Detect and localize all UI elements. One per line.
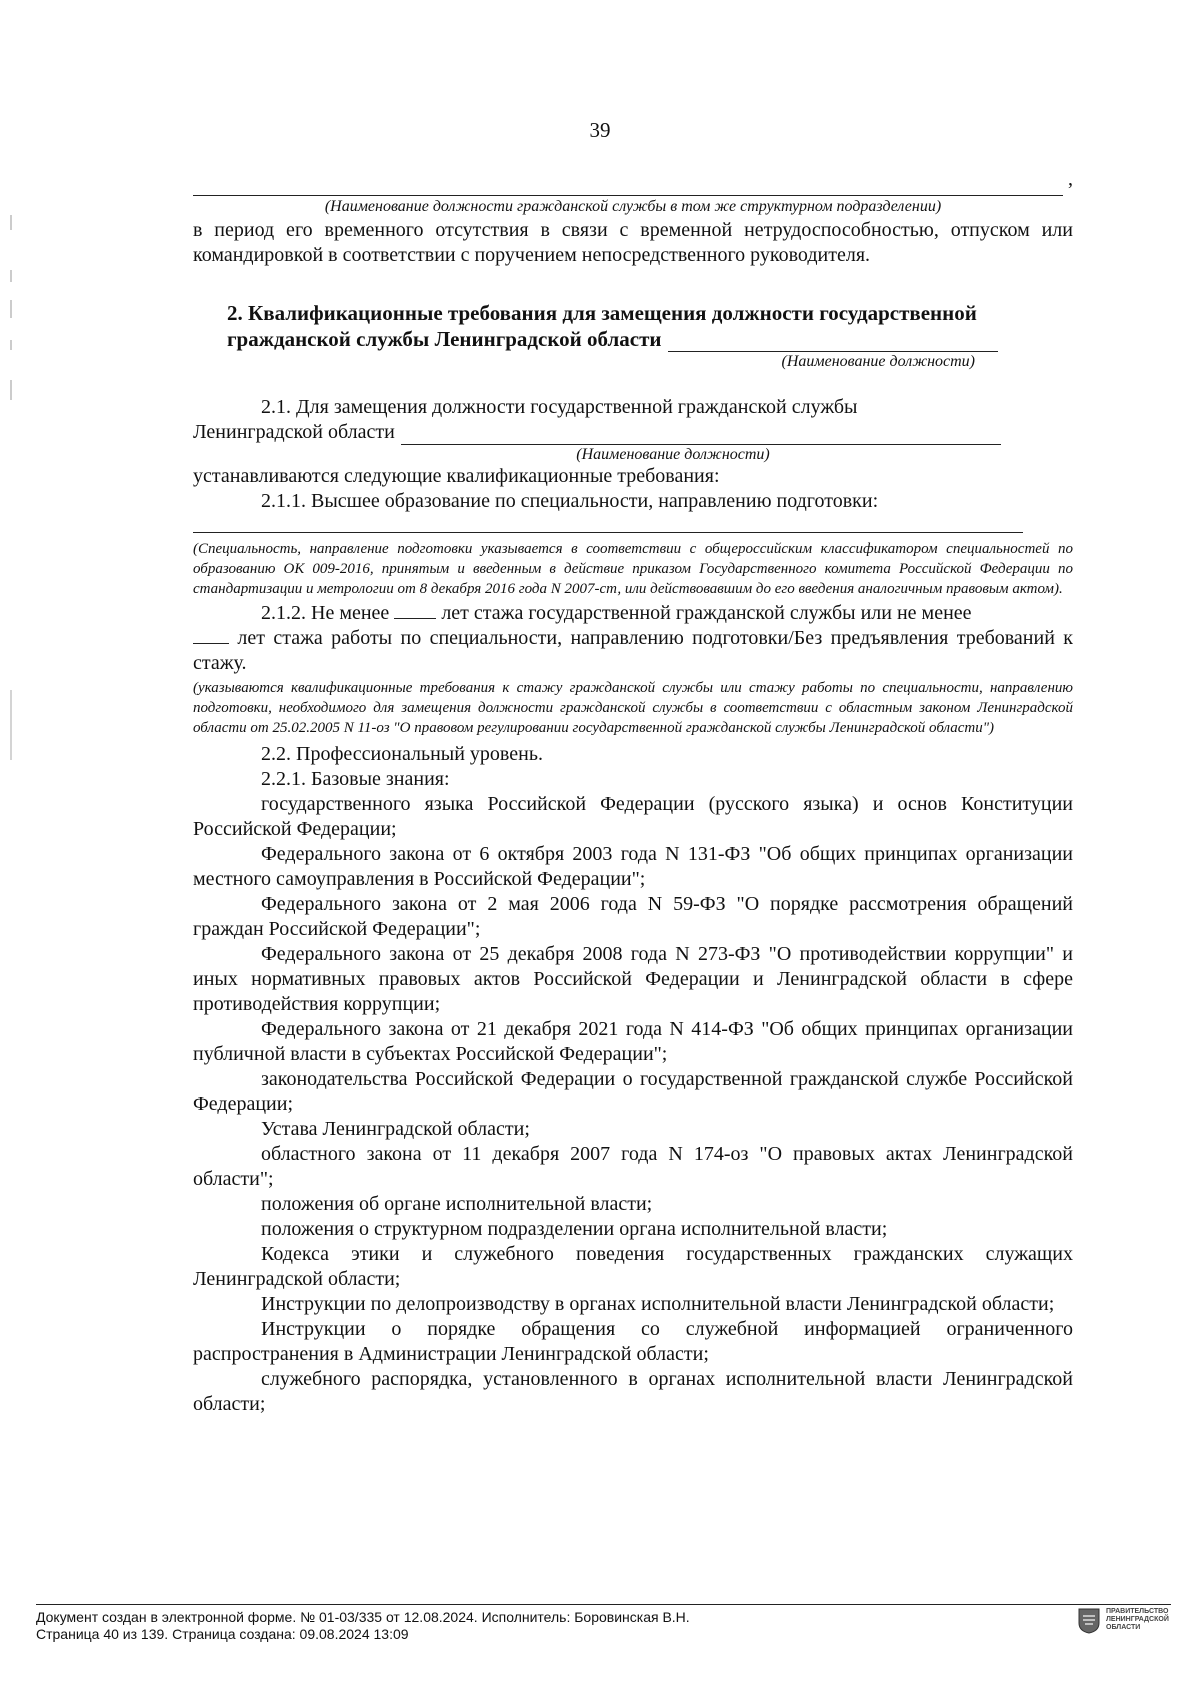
s2-1-line1: 2.1. Для замещения должности государственной гражданской службы: [261, 396, 858, 418]
s2-1-1-specialty-underline: [193, 514, 1023, 533]
list-item: Устава Ленинградской области;: [261, 1118, 530, 1140]
s2-1-2-part1: 2.1.2. Не менее: [261, 602, 390, 624]
s2-1-line3: устанавливаются следующие квалификационные требования:: [193, 465, 720, 487]
heading-position-underline: [668, 331, 998, 352]
s2-1-line2: Ленинградской области: [193, 421, 395, 443]
section-2-1-2: [193, 601, 1073, 738]
knowledge-list: [193, 792, 1073, 1417]
page-number: 39: [589, 118, 611, 142]
s2-2-heading: 2.2. Профессиональный уровень.: [261, 743, 543, 765]
position-name-caption: (Наименование должности гражданской службы в том же структурном подразделении): [324, 198, 942, 215]
document-body: [193, 168, 1073, 1417]
intro-paragraph: в период его временного отсутствия в связи с временной нетрудоспособностью, отпуском или командировкой в соответствии с поручением непосредственного руководителя.: [193, 219, 1073, 266]
list-item: Федерального закона от 6 октября 2003 года N 131-ФЗ "Об общих принципах организации местного самоуправления в Российской Федерации";: [193, 843, 1073, 890]
list-item: Инструкции по делопроизводству в органах исполнительной власти Ленинградской области;: [261, 1293, 1055, 1315]
list-item: положения о структурном подразделении органа исполнительной власти;: [261, 1218, 888, 1240]
s2-1-line2-row: [193, 420, 1073, 445]
position-name-underline: [193, 175, 1063, 196]
list-item: государственного языка Российской Федерации (русского языка) и основ Конституции Российской Федерации;: [193, 793, 1073, 840]
section-2-heading: [227, 300, 1073, 352]
list-item: служебного распорядка, установленного в органах исполнительной власти Ленинградской области;: [193, 1368, 1073, 1415]
s2-1-2-line2: [193, 626, 1073, 676]
s2-1-1-note: (Специальность, направление подготовки указывается в соответствии с общероссийским классификатором специальностей по образованию ОК 009-2016, принятым и введенным в действие приказом Государственного комитета Российской Федерации по стандартизации и метрологии от 8 декабря 2016 года N 2007-ст, или действовавшим до его введения аналогичным правовым актом).: [193, 541, 1073, 597]
list-item: Федерального закона от 2 мая 2006 года N 59-ФЗ "О порядке рассмотрения обращений граждан Российской Федерации";: [193, 893, 1073, 940]
s2-1-position-caption: (Наименование должности): [576, 446, 770, 463]
heading-position-caption: (Наименование должности): [781, 353, 975, 370]
list-item: Инструкции о порядке обращения со служебной информацией ограниченного распространения в Администрации Ленинградской области;: [193, 1318, 1073, 1365]
s2-1-2-part2: лет стажа государственной гражданской службы или не менее: [441, 602, 972, 624]
s2-1-2-part3: лет стажа работы по специальности, направлению подготовки/Без предъявления требований к стажу.: [193, 627, 1073, 674]
footer-rule: [36, 1604, 1171, 1605]
logo-text: ПРАВИТЕЛЬСТВО ЛЕНИНГРАДСКОЙ ОБЛАСТИ: [1106, 1608, 1169, 1631]
list-item: областного закона от 11 декабря 2007 года N 174-оз "О правовых актах Ленинградской области";: [193, 1143, 1073, 1190]
government-logo: [1078, 1608, 1176, 1634]
s2-1-2-years-blank-1: [394, 602, 436, 619]
coat-of-arms-icon: [1078, 1608, 1100, 1634]
footer-line2: Страница 40 из 139. Страница создана: 09.08.2024 13:09: [36, 1626, 409, 1642]
section-2-heading-line2: гражданской службы Ленинградской области: [227, 327, 662, 351]
s2-1-1-text: 2.1.1. Высшее образование по специальности, направлению подготовки:: [261, 490, 879, 512]
list-item: Федерального закона от 25 декабря 2008 года N 273-ФЗ "О противодействии коррупции" и иных нормативных правовых актов Российской Федерации и Ленинградской области в сфере противодействия коррупции;: [193, 943, 1073, 1015]
section-2-heading-line1: 2. Квалификационные требования для замещения должности государственной: [227, 301, 977, 325]
list-item: положения об органе исполнительной власти;: [261, 1193, 653, 1215]
margin-marks-graphic: [10, 0, 12, 1698]
s2-1-2-text: [193, 601, 1073, 626]
s2-1-position-underline: [401, 424, 1001, 445]
position-name-field: [193, 168, 1073, 196]
trailing-comma: ,: [1068, 168, 1073, 190]
section-2-1: [193, 395, 1073, 489]
list-item: Федерального закона от 21 декабря 2021 года N 414-ФЗ "Об общих принципах организации публичной власти в субъектах Российской Федерации";: [193, 1018, 1073, 1065]
section-2-1-1: [193, 489, 1073, 599]
s2-2-1-heading: 2.2.1. Базовые знания:: [261, 768, 450, 790]
footer-line1: Документ создан в электронной форме. № 01-03/335 от 12.08.2024. Исполнитель: Боровинская В.Н.: [36, 1609, 690, 1625]
s2-1-2-years-blank-2: [193, 627, 229, 644]
document-footer: [36, 1604, 1176, 1643]
s2-1-2-note: (указываются квалификационные требования к стажу гражданской службы или стажу работы по специальности, направлению подготовки, необходимого для замещения должности гражданской службы в соответствии с областным законом Ленинградской области от 25.02.2005 N 11-оз "О правовом регулировании государственной гражданской службы Ленинградской области"): [193, 680, 1073, 736]
scan-margin-marks: [10, 0, 12, 1698]
section-2-heading-line2-row: [227, 326, 1073, 352]
list-item: законодательства Российской Федерации о государственной гражданской службе Российской Федерации;: [193, 1068, 1073, 1115]
list-item: Кодекса этики и служебного поведения государственных гражданских служащих Ленинградской области;: [193, 1243, 1073, 1290]
